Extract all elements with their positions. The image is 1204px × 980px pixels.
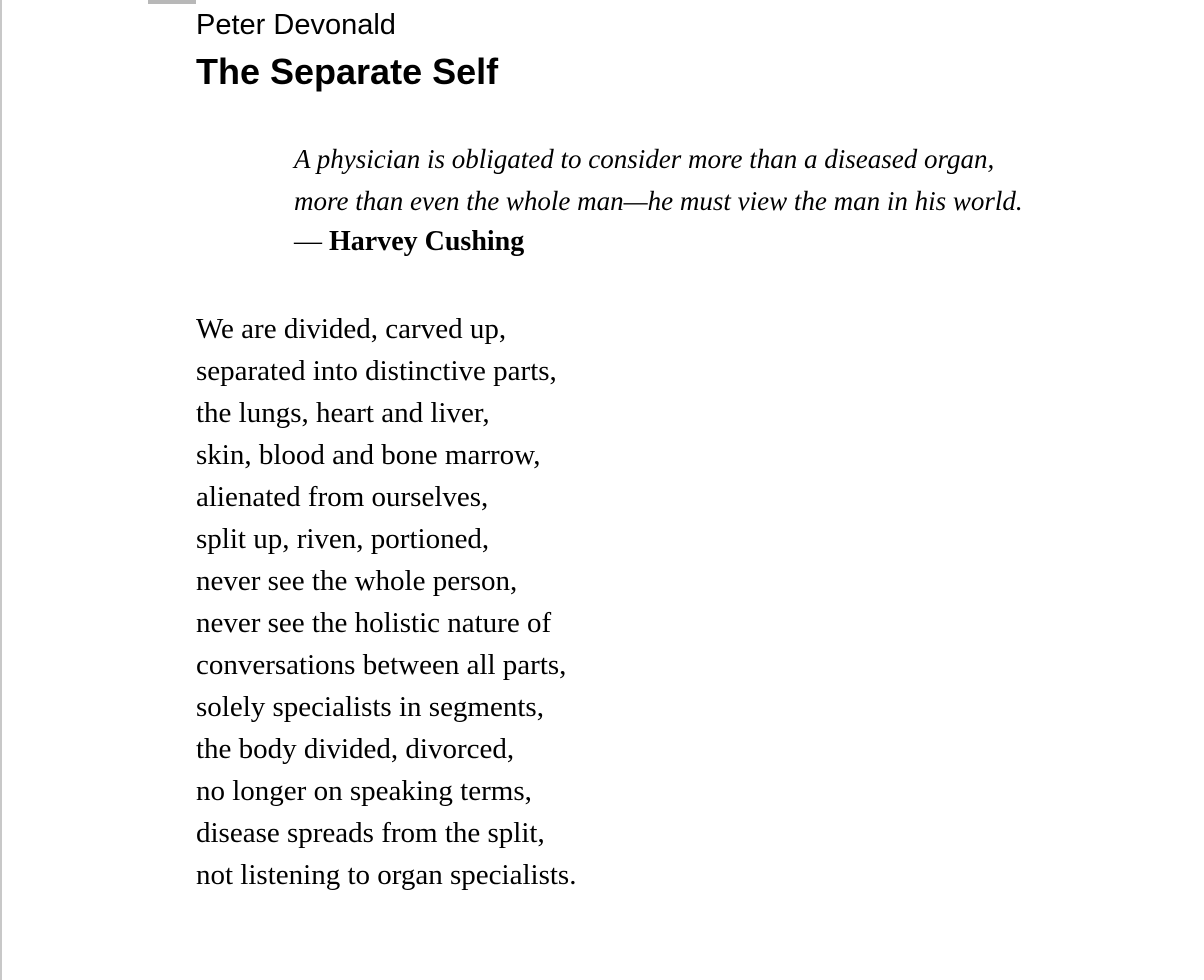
poem-line: We are divided, carved up, <box>196 313 507 345</box>
poem-body <box>196 308 576 896</box>
poem-line: not listening to organ specialists. <box>196 859 577 891</box>
page-left-border <box>0 0 2 980</box>
author-name: Peter Devonald <box>196 9 396 41</box>
poem-line: disease spreads from the split, <box>196 817 545 849</box>
poem-line: separated into distinctive parts, <box>196 355 557 387</box>
poem-line: never see the whole person, <box>196 565 518 597</box>
poem-line: no longer on speaking terms, <box>196 775 532 807</box>
attribution-name: Harvey Cushing <box>329 226 525 257</box>
poem-title: The Separate Self <box>196 51 499 92</box>
poem-line: the body divided, divorced, <box>196 733 515 765</box>
poem-line: never see the holistic nature of <box>196 607 552 639</box>
poem-line: solely specialists in segments, <box>196 691 544 723</box>
poem-line: skin, blood and bone marrow, <box>196 439 541 471</box>
epigraph-line: more than even the whole man—he must view the man in his world. <box>294 186 1023 216</box>
poem-line: the lungs, heart and liver, <box>196 397 490 429</box>
poem-line: alienated from ourselves, <box>196 481 489 513</box>
poem-line: conversations between all parts, <box>196 649 567 681</box>
epigraph-attribution <box>294 221 524 263</box>
epigraph-line: A physician is obligated to consider more than a diseased organ, <box>294 144 995 174</box>
poem-line: split up, riven, portioned, <box>196 523 490 555</box>
attribution-dash: — <box>294 226 322 257</box>
epigraph <box>294 138 1023 222</box>
page-corner-marker <box>148 0 196 4</box>
